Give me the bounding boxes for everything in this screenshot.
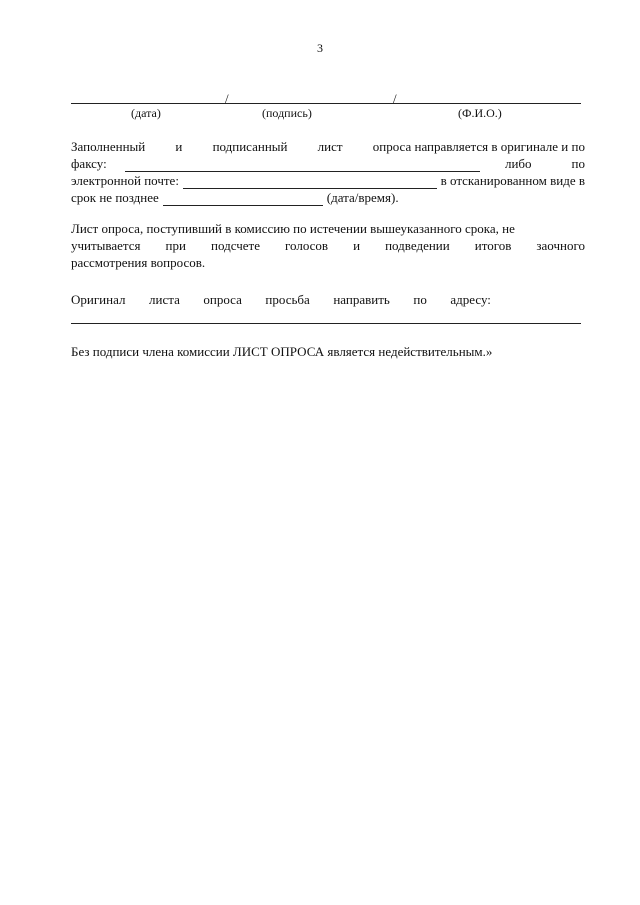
fax-suffix: либо xyxy=(504,156,532,171)
word: просьба xyxy=(265,292,310,307)
word: подсчете xyxy=(211,238,260,253)
footer-note: Без подписи члена комиссии ЛИСТ ОПРОСА является недействительным.» xyxy=(71,344,493,359)
name-label: (Ф.И.О.) xyxy=(458,106,502,120)
text-line xyxy=(71,291,491,308)
address-paragraph xyxy=(71,291,491,308)
signature-label: (подпись) xyxy=(262,106,312,120)
word: опроса xyxy=(203,292,242,307)
text-line xyxy=(71,172,585,189)
page-number: 3 xyxy=(317,41,323,55)
word: Заполненный xyxy=(71,139,146,154)
text-line: Лист опроса, поступивший в комиссию по истечении вышеуказанного срока, не xyxy=(71,221,515,236)
word: при xyxy=(165,238,186,253)
text-line: рассмотрения вопросов. xyxy=(71,255,206,270)
word: учитывается xyxy=(71,238,141,253)
text-line xyxy=(71,237,585,254)
word: направить xyxy=(333,292,390,307)
text-line xyxy=(71,138,585,155)
deadline-field[interactable] xyxy=(163,193,323,206)
fax-field[interactable] xyxy=(125,159,480,172)
signature-separator: / xyxy=(393,91,397,106)
address-underline xyxy=(71,322,581,324)
word: лист xyxy=(317,139,343,154)
word: заочного xyxy=(536,238,585,253)
text-line xyxy=(71,155,585,172)
deadline-label: срок не позднее xyxy=(71,190,159,205)
word: опроса направляется в оригинале и по xyxy=(372,139,585,154)
word: адресу: xyxy=(450,292,491,307)
word: по xyxy=(413,292,427,307)
word: Оригинал xyxy=(71,292,126,307)
address-field[interactable] xyxy=(71,312,581,324)
word: подписанный xyxy=(212,139,288,154)
word: голосов xyxy=(285,238,329,253)
late-notice-paragraph xyxy=(71,220,585,271)
word: листа xyxy=(149,292,180,307)
word: итогов xyxy=(474,238,512,253)
email-label: электронной почте: xyxy=(71,173,179,188)
fax-end: по xyxy=(571,156,585,171)
submission-paragraph xyxy=(71,138,585,206)
email-suffix: в отсканированном виде в xyxy=(440,173,585,188)
signature-underline xyxy=(71,103,581,104)
email-field[interactable] xyxy=(183,176,437,189)
word: и xyxy=(353,238,361,253)
text-line xyxy=(71,189,585,206)
word: подведении xyxy=(385,238,450,253)
date-label: (дата) xyxy=(131,106,161,120)
fax-label: факсу: xyxy=(71,156,107,171)
signature-separator: / xyxy=(225,91,229,106)
word: и xyxy=(175,139,183,154)
deadline-suffix: (дата/время). xyxy=(326,190,399,205)
signature-line xyxy=(71,90,581,104)
